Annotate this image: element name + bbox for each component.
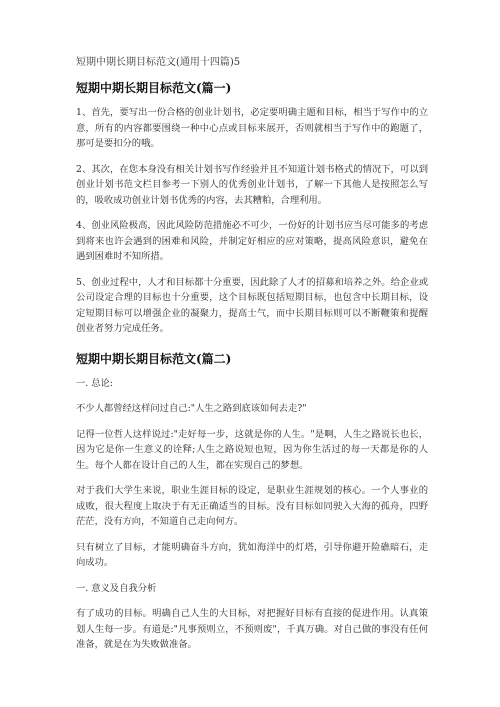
paragraph: 有了成功的目标。明确自己人生的大目标，对把握好目标有直接的促进作用。认真策划人生每一步。有道是:"凡事预则立，不预则废"，千真万确。对自己做的事没有任何准备，就是在为失败做准备。 bbox=[76, 608, 428, 650]
paragraph: 一. 总论: bbox=[76, 377, 113, 389]
paragraph: 不少人都曾经这样问过自己:"人生之路到底该如何去走?" bbox=[76, 403, 307, 414]
paragraph: 5、创业过程中，人才和目标都十分重要，因此除了人才的招募和培养之外。给企业或公司设定合理的目标也十分重要，这个目标既包括短期目标，也包含中长期目标，设定短期目标可以增强企业的凝聚力，提高士气，而中长期目标则可以不断鞭策和提醒创业者努力完成任务。 bbox=[76, 276, 428, 334]
paragraph: 对于我们大学生来说，职业生涯目标的设定，是职业生涯规划的核心。一个人事业的成败，很大程度上取决于有无正确适当的目标。没有目标如同驶入大海的孤舟，四野茫茫，没有方向，不知道自己走向何方。 bbox=[76, 485, 428, 527]
paragraph: 只有树立了目标，才能明确奋斗方向，犹如海洋中的灯塔，引导你避开险礁暗石，走向成功。 bbox=[76, 541, 428, 568]
paragraph: 1、首先，要写出一份合格的创业计划书，必定要明确主题和目标，相当于写作中的立意，所有的内容都要围绕一种中心点或目标来展开，否则就相当于写作中的跑题了，那可是要扣分的哦。 bbox=[76, 107, 428, 149]
paragraph: 2、其次，在您本身没有相关计划书写作经验并且不知道计划书格式的情况下，可以到创业计划书范文栏目参考一下别人的优秀创业计划书，了解一下其他人是按照怎么写的，吸收成功创业计划书优秀的内容，去其糟粕，合理利用。 bbox=[76, 163, 428, 206]
document-title: 短期中期长期目标范文(通用十四篇)5 bbox=[76, 57, 241, 68]
section-two bbox=[76, 351, 428, 653]
section-heading: 短期中期长期目标范文(篇一) bbox=[76, 81, 232, 95]
section-heading: 短期中期长期目标范文(篇二) bbox=[76, 351, 232, 366]
document-page bbox=[76, 56, 428, 663]
paragraph: 一. 意义及自我分析 bbox=[76, 582, 157, 594]
paragraph: 记得一位哲人这样说过:"走好每一步，这就是你的人生。"是啊，人生之路说长也长，因为它是你一生意义的诠释;人生之路说短也短，因为你生活过的每一天都是你的人生。每个人都在设计自己的人生，都在实现自己的梦想。 bbox=[76, 428, 428, 471]
section-one bbox=[76, 80, 428, 337]
paragraph: 4、创业风险极高，因此风险防范措施必不可少，一份好的计划书应当尽可能多的考虑到将来也许会遇到的困难和风险，并制定好相应的应对策略，提高风险意识，避免在遇到困难时不知所措。 bbox=[76, 220, 428, 262]
